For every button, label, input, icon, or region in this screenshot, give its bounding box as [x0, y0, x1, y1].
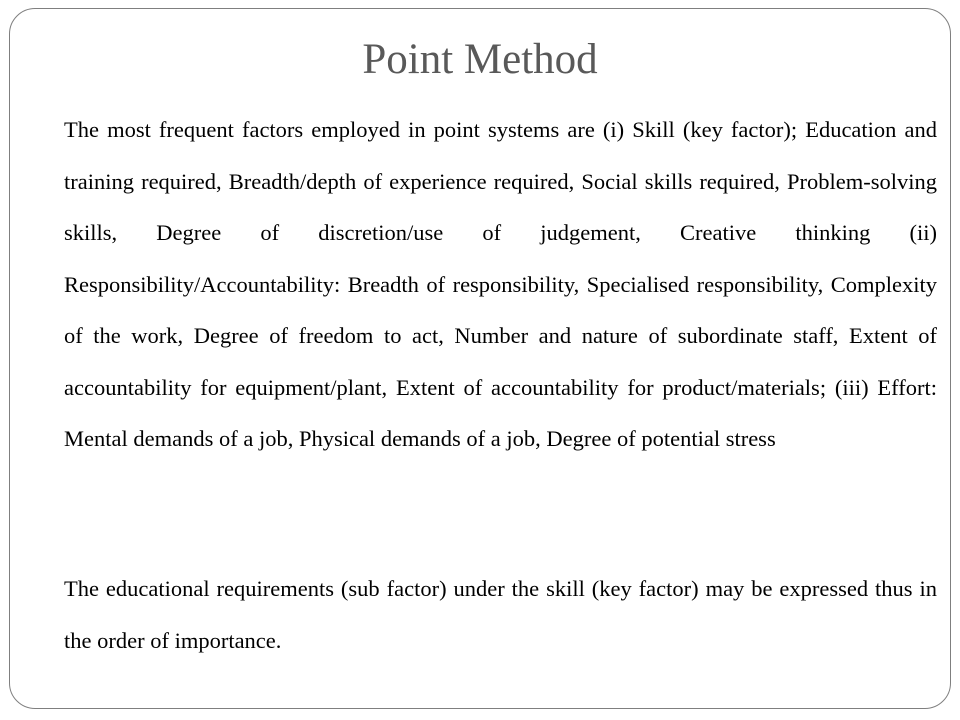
slide-title: Point Method [362, 36, 598, 83]
body-paragraph-educational-requirements: The educational requirements (sub factor) under the skill (key factor) may be expressed thus in the order of importance. [64, 576, 937, 653]
body-paragraph-factors: The most frequent factors employed in point systems are (i) Skill (key factor); Education and training required, Breadth/depth of experience required, Social skills required, Problem-solving skills, Degree of discretion/use of judgement, Creative thinking (ii) Responsibility/Accountability: Breadth of responsibility, Specialised responsibility, Complexity of the work, Degree of freedom to act, Number and nature of subordinate staff, Extent of accountability for equipment/plant, Extent of accountability for product/materials; (iii) Effort: Mental demands of a job, Physical demands of a job, Degree of potential stress [64, 117, 937, 451]
